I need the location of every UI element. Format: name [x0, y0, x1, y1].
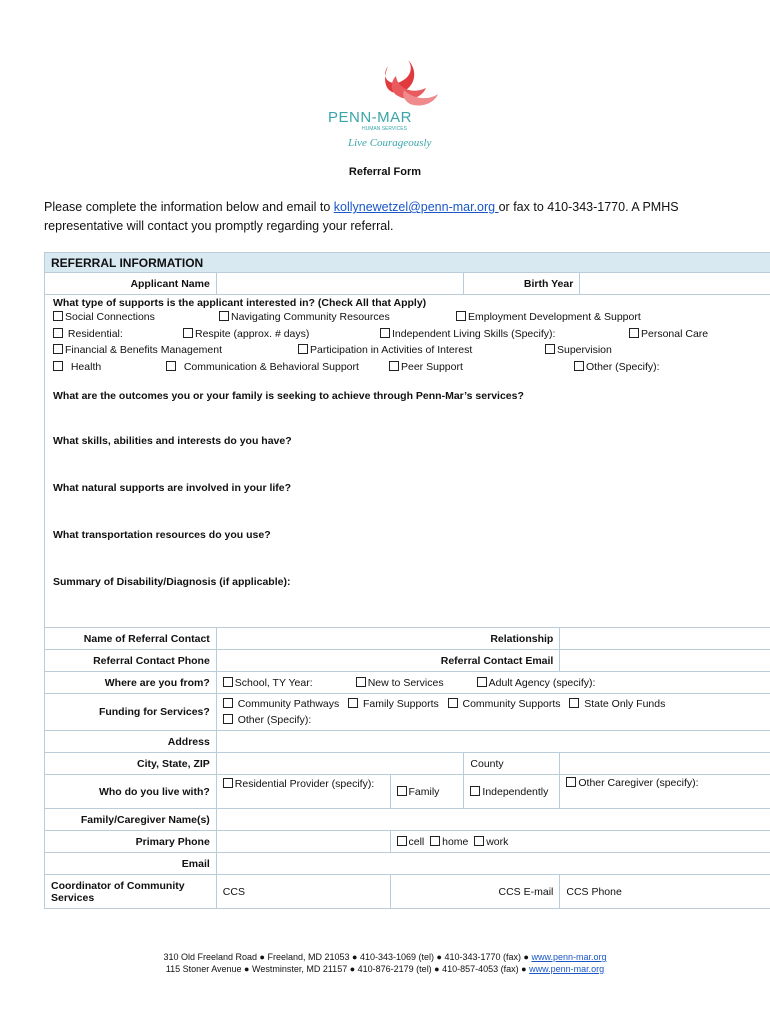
independently-option: Independently	[464, 775, 560, 809]
penn-mar-logo	[318, 56, 448, 156]
ccs-phone-field[interactable]: CCS Phone	[560, 875, 770, 909]
email-label: Email	[45, 853, 217, 875]
state-funds-checkbox[interactable]	[569, 698, 579, 708]
referral-contact-phone-label: Referral Contact Phone	[45, 650, 217, 672]
where-from-label: Where are you from?	[45, 672, 217, 694]
community-pathways-checkbox[interactable]	[223, 698, 233, 708]
funding-other-checkbox[interactable]	[223, 714, 233, 724]
community-supports-checkbox[interactable]	[448, 698, 458, 708]
referral-form-table	[44, 252, 770, 909]
cell-checkbox[interactable]	[397, 836, 407, 846]
family-option: Family	[390, 775, 464, 809]
referral-contact-name-label: Name of Referral Contact	[45, 628, 217, 650]
navigating-checkbox[interactable]	[219, 311, 229, 321]
footer-line-1: 310 Old Freeland Road ● Freeland, MD 21053 ● 410-343-1069 (tel) ● 410-343-1770 (fax) ● www.penn-mar.org	[163, 952, 607, 962]
primary-phone-input[interactable]	[216, 831, 390, 853]
question-skills: What skills, abilities and interests do you have?	[53, 435, 292, 447]
section-header: REFERRAL INFORMATION	[45, 253, 770, 273]
logo-tagline: Live Courageously	[348, 137, 432, 149]
page-title: Referral Form	[348, 166, 422, 178]
funding-options: Community Pathways Family Supports Community Supports State Only Funds Other (Specify):	[216, 694, 770, 731]
other-caregiver-option: Other Caregiver (specify):	[560, 775, 770, 809]
adult-agency-checkbox[interactable]	[477, 677, 487, 687]
residential-provider-option: Residential Provider (specify):	[216, 775, 390, 809]
supervision-checkbox[interactable]	[545, 344, 555, 354]
address-label: Address	[45, 731, 217, 753]
residential-checkbox[interactable]	[53, 328, 63, 338]
peer-support-checkbox[interactable]	[389, 361, 399, 371]
work-checkbox[interactable]	[474, 836, 484, 846]
coordinator-label: Coordinator of Community Services	[45, 875, 217, 909]
live-with-label: Who do you live with?	[45, 775, 217, 809]
email-input[interactable]	[216, 853, 770, 875]
ccs-field[interactable]: CCS	[216, 875, 390, 909]
applicant-name-input[interactable]	[216, 273, 464, 295]
footer-website-link-1[interactable]: www.penn-mar.org	[531, 952, 607, 962]
other-caregiver-checkbox[interactable]	[566, 777, 576, 787]
primary-phone-label: Primary Phone	[45, 831, 217, 853]
logo-name: PENN-MAR	[328, 109, 413, 126]
family-supports-checkbox[interactable]	[348, 698, 358, 708]
logo-sub: HUMAN SERVICES	[362, 126, 407, 132]
intro-text: Please complete the information below and email to kollynewetzel@penn-mar.org or fax to 410-343-1770. A PMHS representative will contact you promptly regarding your referral.	[44, 200, 679, 233]
family-checkbox[interactable]	[397, 786, 407, 796]
financial-checkbox[interactable]	[53, 344, 63, 354]
employment-checkbox[interactable]	[456, 311, 466, 321]
question-outcomes: What are the outcomes you or your family is seeking to achieve through Penn-Mar’s services?	[53, 390, 524, 402]
footer-website-link-2[interactable]: www.penn-mar.org	[529, 964, 605, 974]
city-state-zip-input[interactable]	[216, 753, 464, 775]
independent-checkbox[interactable]	[380, 328, 390, 338]
funding-label: Funding for Services?	[45, 694, 217, 731]
where-from-options: School, TY Year: New to Services Adult Agency (specify):	[216, 672, 770, 694]
supports-question: What type of supports is the applicant interested in? (Check All that Apply)	[53, 297, 427, 309]
other-support-checkbox[interactable]	[574, 361, 584, 371]
city-state-zip-label: City, State, ZIP	[45, 753, 217, 775]
phone-type-options: cell home work	[390, 831, 770, 853]
personal-care-checkbox[interactable]	[629, 328, 639, 338]
ccs-email-field[interactable]: CCS E-mail	[390, 875, 560, 909]
respite-checkbox[interactable]	[183, 328, 193, 338]
wing-logo-icon	[318, 56, 448, 156]
school-checkbox[interactable]	[223, 677, 233, 687]
independently-checkbox[interactable]	[470, 786, 480, 796]
communication-checkbox[interactable]	[166, 361, 176, 371]
question-natural-supports: What natural supports are involved in your life?	[53, 482, 292, 494]
footer	[0, 951, 770, 975]
supports-section: What type of supports is the applicant interested in? (Check All that Apply) Social Connections Navigating Community Resources Employment Development & Support Residential: Respite (approx. # days) Independent Living Skills (Specify): Personal Care Financial & Benefits Management Participation in Activities of Interest Supervision Health Communication & Behavioral Support Peer Support Other (Specify): What are the outcomes you or your family is seeking to achieve through Penn-Mar’s services? What skills, abilities and interests do you have? What natural supports are involved in your life? What transportation resources do you use? Summary of Disability/Diagnosis (if applicable):	[45, 295, 770, 628]
referral-contact-email-label: Referral Contact Email	[216, 650, 560, 672]
residential-provider-checkbox[interactable]	[223, 778, 233, 788]
home-checkbox[interactable]	[430, 836, 440, 846]
caregiver-names-label: Family/Caregiver Name(s)	[45, 809, 217, 831]
applicant-name-label: Applicant Name	[45, 273, 217, 295]
relationship-input[interactable]	[560, 628, 770, 650]
county-input[interactable]	[560, 753, 770, 775]
participation-checkbox[interactable]	[298, 344, 308, 354]
birth-year-input[interactable]	[580, 273, 770, 295]
social-checkbox[interactable]	[53, 311, 63, 321]
birth-year-label: Birth Year	[464, 273, 580, 295]
footer-line-2: 115 Stoner Avenue ● Westminster, MD 21157 ● 410-876-2179 (tel) ● 410-857-4053 (fax) ● www.penn-mar.org	[165, 964, 605, 974]
question-diagnosis: Summary of Disability/Diagnosis (if applicable):	[53, 576, 291, 588]
question-transportation: What transportation resources do you use?	[53, 529, 271, 541]
new-services-checkbox[interactable]	[356, 677, 366, 687]
referral-contact-email-input[interactable]	[560, 650, 770, 672]
contact-email-link[interactable]: kollynewetzel@penn-mar.org	[333, 200, 499, 214]
caregiver-names-input[interactable]	[216, 809, 770, 831]
relationship-label: Relationship	[216, 628, 560, 650]
county-label: County	[464, 753, 560, 775]
address-input[interactable]	[216, 731, 770, 753]
health-checkbox[interactable]	[53, 361, 63, 371]
